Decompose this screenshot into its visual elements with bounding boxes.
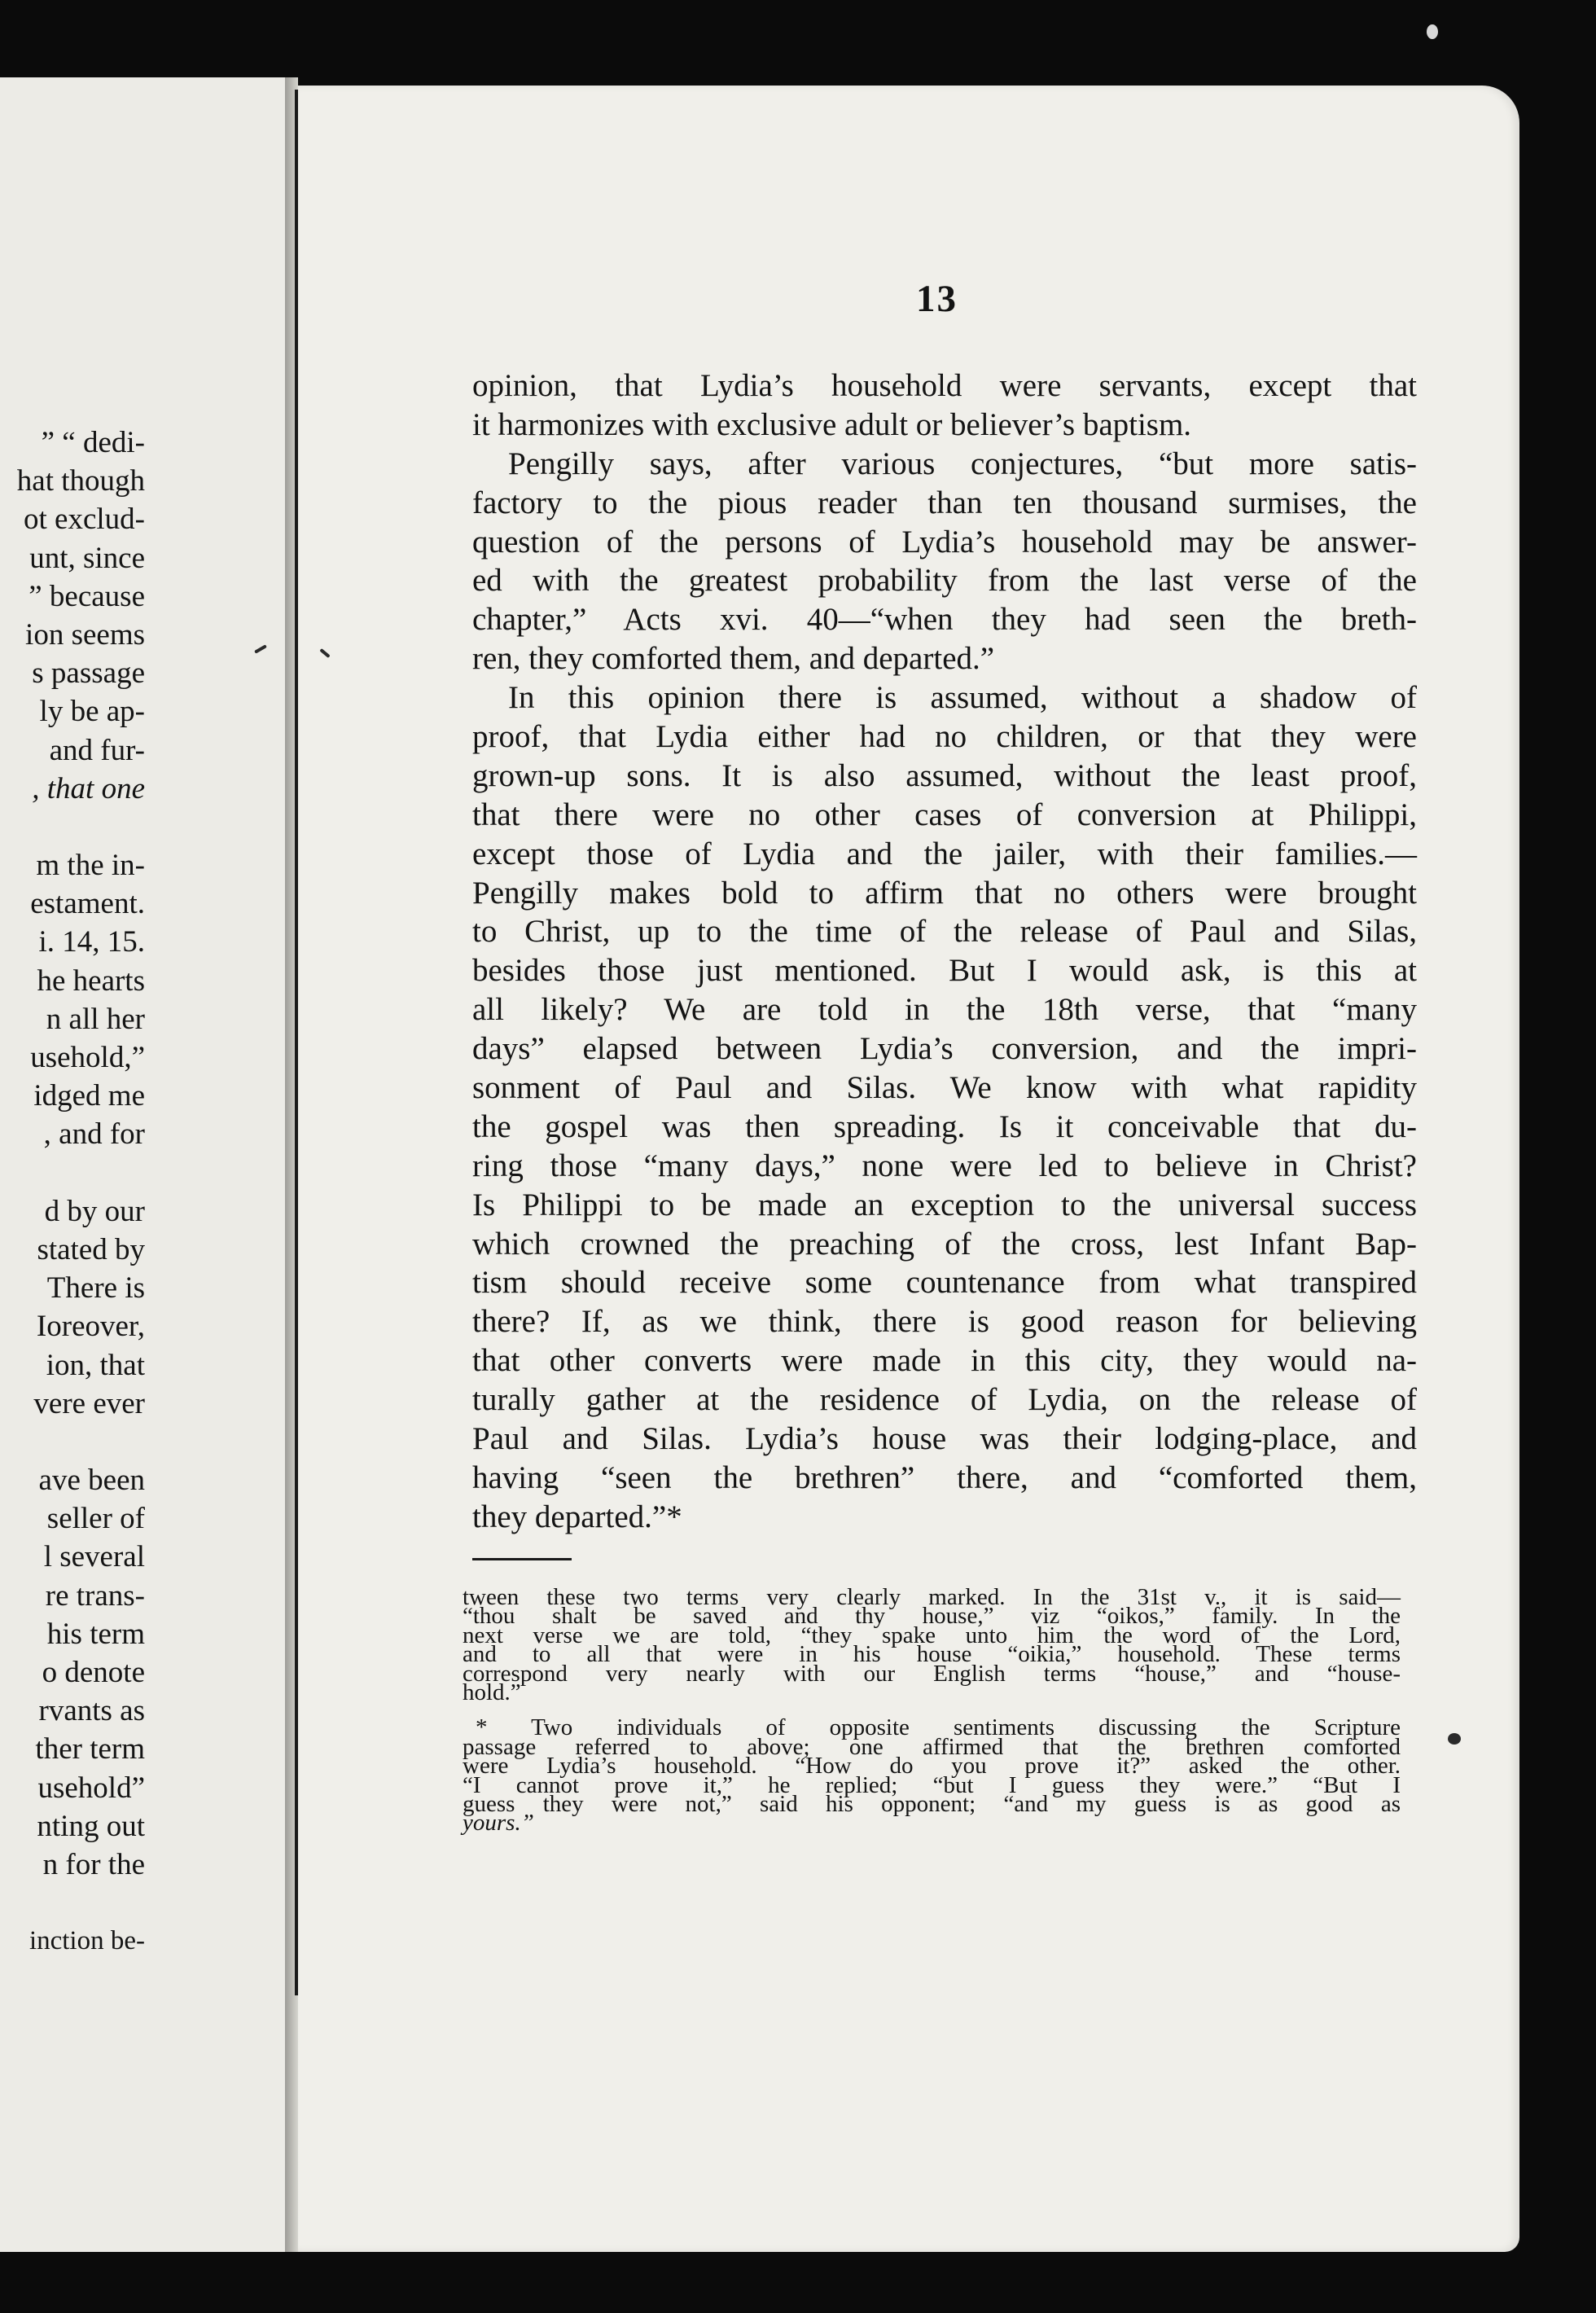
left-line: There is — [46, 1271, 145, 1306]
left-line: n all her — [46, 1002, 145, 1036]
left-line: he hearts — [37, 963, 145, 998]
footnote-line: and to all that were in his house “oikia,” household. These terms — [463, 1641, 1401, 1668]
left-line: ther term — [35, 1732, 145, 1767]
body-line: sonment of Paul and Silas. We know with what rapidity — [472, 1070, 1417, 1106]
left-line: estament. — [30, 887, 145, 921]
footnotes — [463, 1584, 1401, 1837]
body-line: ed with the greatest probability from the last verse of the — [472, 563, 1417, 599]
footnote-line: correspond very nearly with our English terms “house,” and “house- — [463, 1660, 1401, 1687]
left-line: Ioreover, — [36, 1310, 145, 1344]
left-line: m the in- — [36, 849, 145, 883]
left-line: d by our — [44, 1194, 145, 1228]
body-line: proof, that Lydia either had no children, or that they were — [472, 719, 1417, 755]
page-edge-line — [295, 90, 298, 1995]
scan-speck — [1427, 24, 1438, 39]
body-line: tism should receive some countenance from what transpired — [472, 1265, 1417, 1301]
body-line: all likely? We are told in the 18th verse, that “many — [472, 992, 1417, 1028]
body-line: besides those just mentioned. But I would ask, is this at — [472, 953, 1417, 989]
left-line: rvants as — [38, 1694, 145, 1728]
left-line: ion seems — [25, 617, 145, 652]
left-line: idged me — [33, 1079, 145, 1113]
body-line: Pengilly makes bold to affirm that no others were brought — [472, 875, 1417, 911]
left-line: ion, that — [46, 1348, 145, 1382]
body-line: they departed.”* — [472, 1499, 682, 1534]
left-line: o denote — [42, 1656, 145, 1689]
left-line: usehold,” — [30, 1041, 145, 1074]
scan-speck — [1448, 1733, 1461, 1745]
left-line: unt, since — [29, 541, 145, 575]
footnote-line: passage referred to above; one affirmed that the brethren comforted — [463, 1733, 1401, 1760]
body-text — [472, 366, 1417, 1537]
left-line: , that one — [32, 771, 145, 805]
body-line: which crowned the preaching of the cross, lest Infant Bap- — [472, 1226, 1417, 1262]
body-line: it harmonizes with exclusive adult or believer’s baptism. — [472, 406, 1192, 442]
left-line: i. 14, 15. — [38, 925, 145, 959]
body-line: Pengilly says, after various conjectures, “but more satis- — [508, 445, 1417, 481]
footnote-rule — [472, 1558, 572, 1560]
body-line: except those of Lydia and the jailer, with their families.— — [472, 836, 1417, 871]
footnote-line: were Lydia’s household. “How do you prove it?” asked the other. — [463, 1753, 1401, 1780]
left-line: nting out — [37, 1809, 145, 1843]
left-line: ot exclud- — [24, 503, 145, 537]
body-line: In this opinion there is assumed, without a shadow of — [508, 680, 1417, 716]
body-line: ring those “many days,” none were led to believe in Christ? — [472, 1148, 1417, 1183]
footnote-line: next verse we are told, “they spake unto him the word of the Lord, — [463, 1622, 1401, 1648]
left-line: n for the — [42, 1847, 145, 1881]
left-line: his term — [46, 1617, 145, 1651]
left-line: ” because — [28, 579, 145, 613]
left-line: inction be- — [28, 1926, 145, 1956]
footnote-line: tween these two terms very clearly marked. In the 31st v., it is said— — [463, 1584, 1401, 1610]
left-line: re trans- — [45, 1578, 145, 1613]
body-line: grown-up sons. It is also assumed, without the least proof, — [472, 757, 1417, 793]
body-line: ren, they comforted them, and departed.” — [472, 641, 995, 677]
body-line: Is Philippi to be made an exception to the universal success — [472, 1187, 1417, 1222]
left-line: stated by — [37, 1232, 145, 1266]
left-line: hat though — [16, 464, 145, 498]
footnote-line: yours.” — [463, 1810, 534, 1837]
body-line: factory to the pious reader than ten thousand surmises, the — [472, 485, 1417, 520]
body-line: having “seen the brethren” there, and “comforted them, — [472, 1459, 1417, 1495]
left-line: usehold” — [37, 1771, 145, 1805]
left-blank-line — [0, 1154, 145, 1192]
footnote-line: “I cannot prove it,” he replied; “but I guess they were.” “But I — [463, 1771, 1401, 1798]
body-line: to Christ, up to the time of the release of Paul and Silas, — [472, 914, 1417, 950]
footnote-line: “thou shalt be saved and thy house,” viz “oikos,” family. In the — [463, 1603, 1401, 1630]
left-line: ly be ap- — [39, 695, 145, 729]
body-line: question of the persons of Lydia’s household may be answer- — [472, 524, 1417, 560]
body-line: chapter,” Acts xvi. 40—“when they had seen the breth- — [472, 602, 1417, 638]
left-page-text — [0, 424, 145, 1961]
left-line: and fur- — [49, 733, 145, 767]
left-line: , and for — [43, 1117, 145, 1152]
left-line: ” “ dedi- — [41, 426, 145, 459]
body-line: there? If, as we think, there is good reason for believing — [472, 1304, 1417, 1340]
body-line: that other converts were made in this city, they would na- — [472, 1343, 1417, 1379]
footnote-line: * Two individuals of opposite sentiments discussing the Scripture — [476, 1714, 1401, 1741]
body-line: days” elapsed between Lydia’s conversion, and the impri- — [472, 1031, 1417, 1067]
left-line: seller of — [46, 1502, 145, 1536]
page-number: 13 — [916, 278, 958, 320]
body-line: opinion, that Lydia’s household were servants, except that — [472, 368, 1417, 403]
body-line: turally gather at the residence of Lydia, on the release of — [472, 1382, 1417, 1418]
footnote-line: hold.” — [463, 1679, 521, 1705]
left-line: vere ever — [33, 1386, 145, 1420]
left-line: l several — [43, 1540, 145, 1574]
body-line: the gospel was then spreading. Is it conceivable that du- — [472, 1108, 1417, 1144]
left-line: ave been — [38, 1464, 145, 1498]
left-page — [0, 77, 287, 2252]
left-blank-line — [0, 1884, 145, 1922]
footnote-line: guess they were not,” said his opponent; “and my guess is as good as — [463, 1790, 1401, 1817]
left-blank-line — [0, 808, 145, 846]
body-line: that there were no other cases of conversion at Philippi, — [472, 797, 1417, 832]
left-blank-line — [0, 1423, 145, 1461]
body-line: Paul and Silas. Lydia’s house was their lodging-place, and — [472, 1421, 1417, 1457]
left-line: s passage — [32, 656, 145, 691]
